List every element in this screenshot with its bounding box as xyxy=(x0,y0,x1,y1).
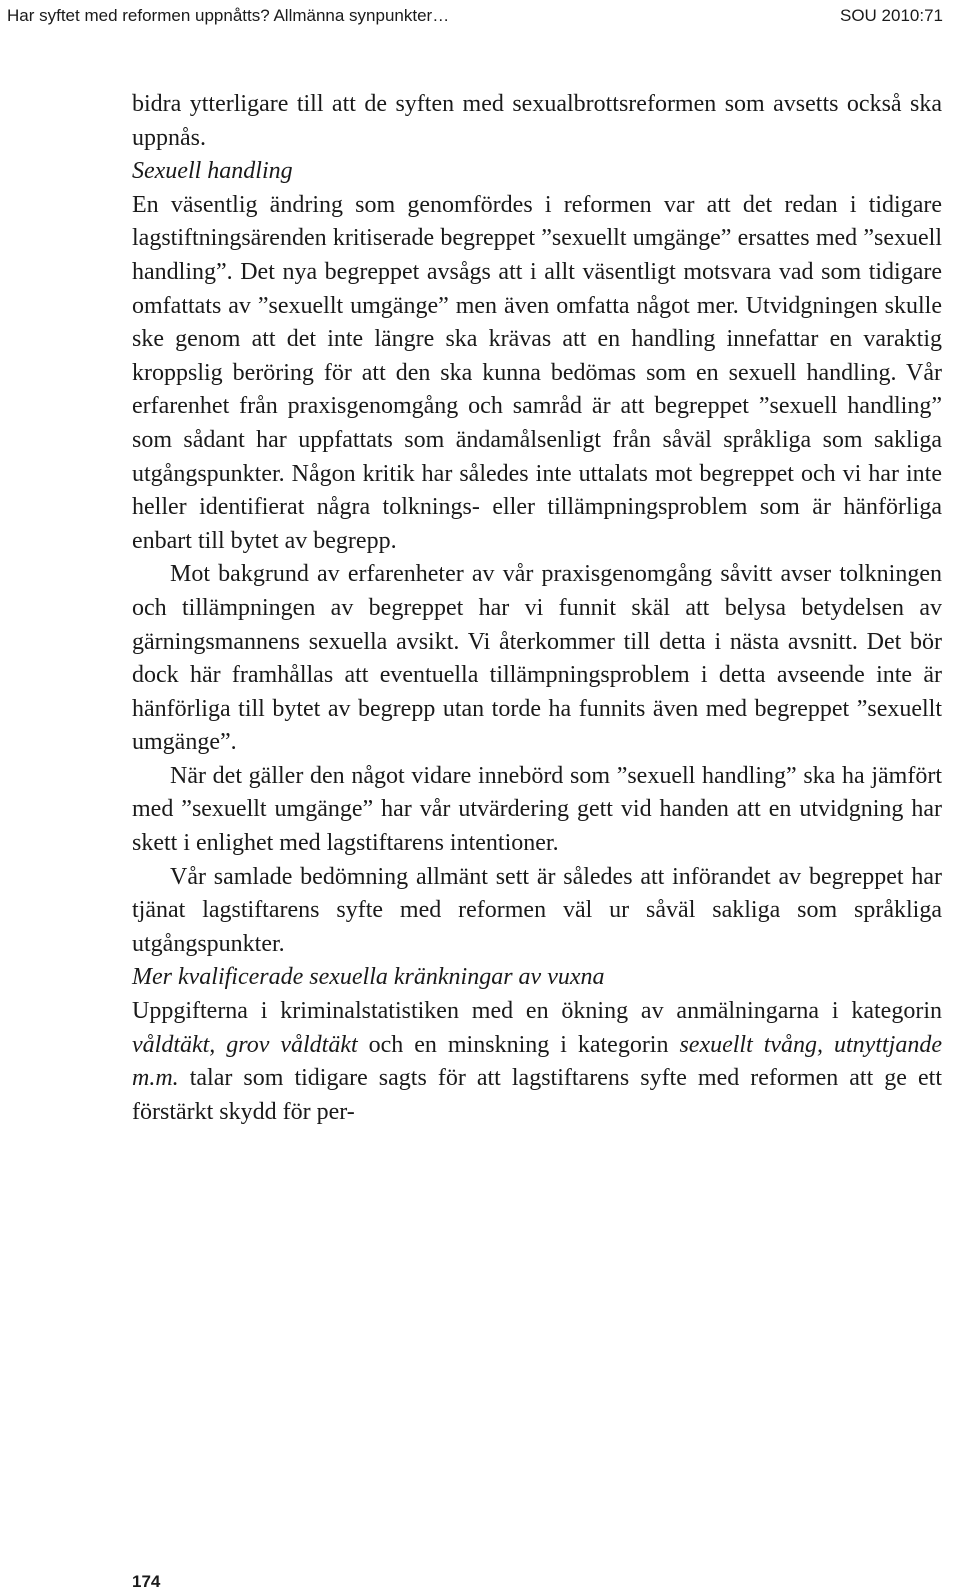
intro-paragraph: bidra ytterligare till att de syften med sexualbrottsreformen som avsetts också ska uppnås. xyxy=(132,91,942,151)
section-heading-kvalificerade-krankningar: Mer kvalificerade sexuella kränkningar av vuxna xyxy=(132,964,605,991)
text-run: talar som tidigare sagts för att lagstiftarens syfte med reformen att ge ett förstärkt skydd för per- xyxy=(132,1065,942,1125)
italic-term: våldtäkt, grov våldtäkt xyxy=(132,1031,358,1058)
body-paragraph: När det gäller den något vidare innebörd som ”sexuell handling” ska ha jämfört med ”sexuellt umgänge” har vår utvärdering gett vid handen att en utvidgning har skett i enlighet med lagstiftarens intentioner. xyxy=(132,762,942,857)
body-paragraph xyxy=(132,995,942,1129)
text-run: och en minskning i kategorin xyxy=(357,1031,680,1058)
header-title: Har syftet med reformen uppnåtts? Allmänna synpunkter… xyxy=(7,6,450,25)
body-paragraph: Mot bakgrund av erfarenheter av vår praxisgenomgång såvitt avser tolkningen och tillämpningen av begreppet har vi funnit skäl att belysa betydelsen av gärningsmannens sexuella avsikt. Vi återkommer till detta i nästa avsnitt. Det bör dock här framhållas att eventuella tillämpningsproblem i detta avseende inte är hänförliga till bytet av begrepp utan torde ha funnits även med begreppet ”sexuellt umgänge”. xyxy=(132,561,942,756)
body-paragraph: En väsentlig ändring som genomfördes i reformen var att det redan i tidigare lagstiftningsärenden kritiserade begreppet ”sexuellt umgänge” ersattes med ”sexuell handling”. Det nya begreppet avsågs att i allt väsentligt motsvara vad som tidigare omfattats av ”sexuellt umgänge” men även omfatta något mer. Utvidgningen skulle ske genom att det inte längre ska krävas att en handling innefattar en varaktig kroppslig beröring för att den ska kunna bedömas som en sexuell handling. Vår erfarenhet från praxisgenomgång och samråd är att begreppet ”sexuell handling” som sådant har uppfattats som ändamålsenligt från såväl språkliga som sakliga utgångspunkter. Någon kritik har således inte uttalats mot begreppet och vi har inte heller identifierat några tolknings- eller tillämpningsproblem som är hänförliga enbart till bytet av begrepp. xyxy=(132,191,942,554)
body-paragraph: Vår samlade bedömning allmänt sett är således att införandet av begreppet har tjänat lagstiftarens syfte med reformen väl ur såväl sakliga som språkliga utgångspunkter. xyxy=(132,863,942,957)
italic-term: sexuellt tvång, utnyttjande m.m. xyxy=(132,1031,942,1092)
page-body xyxy=(132,88,942,1129)
section-heading-sexuell-handling: Sexuell handling xyxy=(132,158,293,185)
running-header xyxy=(0,0,960,40)
text-run: Uppgifterna i kriminalstatistiken med en ökning av anmälningarna i kategorin xyxy=(132,998,942,1025)
page-number: 174 xyxy=(132,1572,161,1591)
header-report-number: SOU 2010:71 xyxy=(839,6,943,25)
